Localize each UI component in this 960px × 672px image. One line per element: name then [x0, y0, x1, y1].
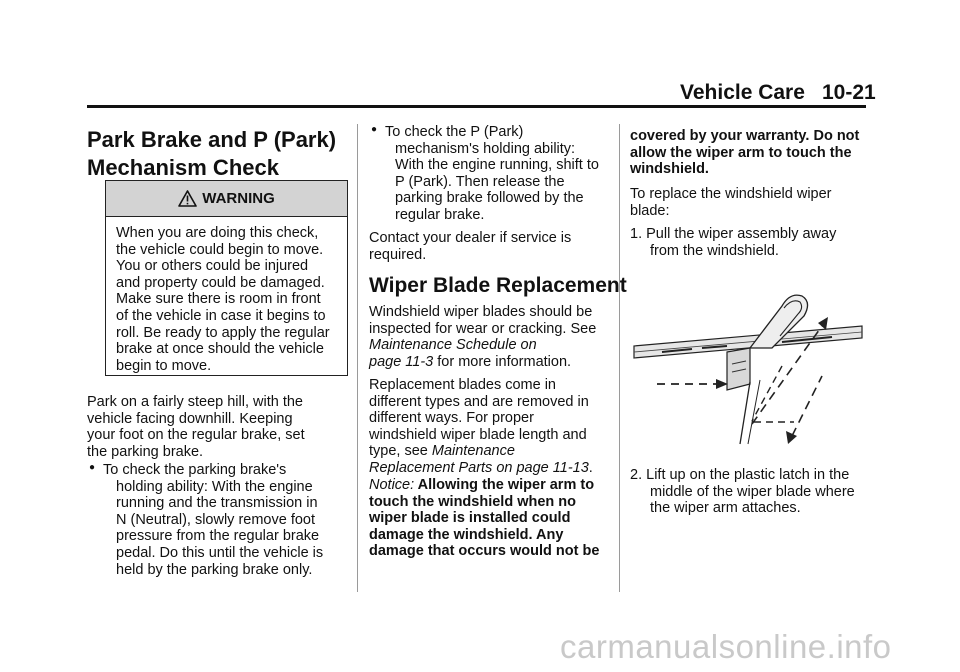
column-divider-left [357, 124, 358, 592]
step-1: 1. Pull the wiper assembly away from the windshield. [630, 226, 837, 259]
replacement-blades-text: Replacement blades come in different types and are removed in different ways. For proper windshield wiper blade length and type, see Maintenance Replacement Parts on page 11-13. [369, 377, 593, 476]
replace-intro: To replace the windshield wiper blade: [630, 186, 832, 219]
wiper-blade-heading: Wiper Blade Replacement [369, 274, 627, 297]
contact-dealer-text: Contact your dealer if service is required. [369, 230, 572, 263]
step-number: 2. [630, 467, 643, 483]
column-divider-right [619, 124, 620, 592]
step-2: 2. Lift up on the plastic latch in the middle of the wiper blade where the wiper arm attaches. [630, 467, 855, 517]
section-title: Vehicle Care [680, 81, 805, 104]
bullet-icon: ● [371, 124, 378, 135]
warning-title: WARNING [202, 190, 275, 207]
notice-text: Notice: Allowing the wiper arm to touch the windshield when no wiper blade is installed could damage the windshield. Any damage that occurs would not be [369, 477, 600, 560]
step-number: 1. [630, 226, 643, 242]
header-rule [87, 105, 866, 108]
bullet-icon: ● [89, 462, 96, 473]
park-brake-heading: Park Brake and P (Park) Mechanism Check [87, 127, 337, 180]
wiper-arm-illustration [632, 286, 864, 446]
caution-icon [178, 190, 197, 207]
park-instructions: Park on a fairly steep hill, with the vehicle facing downhill. Keeping your foot on the regular brake, set the parking brake. [87, 394, 305, 460]
warning-header [106, 181, 347, 217]
warning-box [105, 180, 348, 376]
warning-text: When you are doing this check, the vehicle could begin to move. You or others could be injured and property could be damaged. Make sure there is room in front of the vehicle in case it begins to roll. Be ready to apply the regular brake at once should the vehicle begin to move. [116, 225, 330, 374]
watermark: carmanualsonline.info [560, 628, 892, 665]
parking-brake-check-item: To check the parking brake's holding ability: With the engine running and the transmission in N (Neutral), slowly remove foot pressure from the regular brake pedal. Do this until the vehicle is held by the parking brake only. [103, 462, 324, 578]
notice-continued: covered by your warranty. Do not allow the wiper arm to touch the windshield. [630, 128, 860, 178]
park-mechanism-check-item: To check the P (Park) mechanism's holding ability: With the engine running, shift to P (Park). Then release the parking brake followed by the regular brake. [385, 124, 599, 223]
wiper-inspection-text: Windshield wiper blades should be inspected for wear or cracking. See Maintenance Schedule on page 11-3 for more information. [369, 304, 597, 370]
page-number: 10-21 [822, 81, 876, 104]
